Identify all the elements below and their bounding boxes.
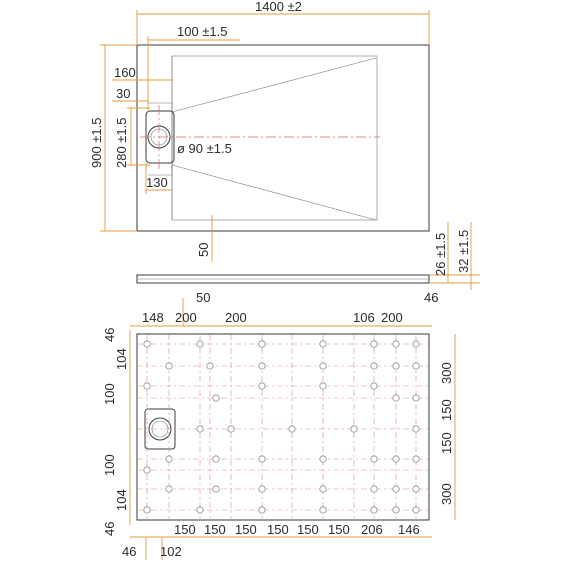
total-height-label: 32 ±1.5 (456, 229, 471, 273)
top-label-5: 200 (381, 310, 403, 325)
left-label-0: 46 (102, 327, 117, 342)
bottom-label-5: 150 (328, 522, 350, 537)
tray-outline (137, 45, 429, 231)
bottom-label-7: 146 (398, 522, 420, 537)
drain-wall-label: 30 (116, 86, 131, 101)
support-foot-hole (207, 363, 213, 369)
depth-label: 900 ±1.5 (89, 117, 104, 168)
top-label-0: 148 (142, 310, 164, 325)
support-foot-hole (197, 426, 203, 432)
support-foot-hole (144, 467, 150, 473)
bottom-extra-label-1: 102 (160, 544, 182, 559)
support-foot-hole (371, 456, 377, 462)
support-foot-hole (413, 486, 419, 492)
bottom-outline (137, 334, 429, 520)
width-label: 1400 ±2 (255, 0, 302, 14)
support-foot-hole (144, 383, 150, 389)
slope-line-bottom (172, 165, 376, 220)
bottom-label-4: 150 (297, 522, 319, 537)
support-foot-hole (166, 486, 172, 492)
left-label-4: 104 (114, 489, 129, 511)
bottom-label-0: 150 (174, 522, 196, 537)
support-foot-hole (213, 395, 219, 401)
support-foot-hole (413, 363, 419, 369)
left-label-3: 100 (102, 454, 117, 476)
rim-label: 50 (196, 242, 211, 257)
support-foot-hole (144, 507, 150, 513)
support-foot-hole (320, 383, 326, 389)
top-label-3: 200 (225, 310, 247, 325)
support-foot-hole (213, 456, 219, 462)
support-foot-hole (320, 486, 326, 492)
support-foot-hole (413, 341, 419, 347)
support-foot-hole (144, 341, 150, 347)
drain-channel (148, 103, 172, 175)
basin-outline (172, 56, 377, 220)
support-foot-hole (213, 486, 219, 492)
left-label-5: 46 (102, 521, 117, 536)
support-foot-hole (413, 395, 419, 401)
support-foot-hole (393, 486, 399, 492)
right-label-1: 150 (439, 399, 454, 421)
support-foot-hole (393, 507, 399, 513)
drain-edge-label: 100 ±1.5 (177, 24, 228, 39)
support-foot-hole (393, 395, 399, 401)
right-label-3: 300 (439, 483, 454, 505)
support-foot-hole (393, 456, 399, 462)
drain-width-label: 280 ±1.5 (114, 117, 129, 168)
support-foot-hole (259, 507, 265, 513)
support-foot-hole (320, 341, 326, 347)
support-foot-hole (351, 426, 357, 432)
bottom-label-3: 150 (267, 522, 289, 537)
bottom-extra-label-0: 46 (122, 544, 137, 559)
bottom-view (102, 290, 455, 560)
bottom-label-1: 150 (204, 522, 226, 537)
right-label-0: 300 (439, 362, 454, 384)
top-label-2: 50 (196, 290, 211, 305)
side-view (137, 222, 480, 290)
support-foot-hole (289, 426, 295, 432)
support-foot-hole (320, 507, 326, 513)
support-foot-hole (413, 426, 419, 432)
support-foot-hole (197, 507, 203, 513)
top-view (89, 0, 429, 262)
drain-offset-label: 160 (114, 65, 136, 80)
support-foot-hole (371, 363, 377, 369)
top-label-6: 46 (424, 290, 439, 305)
support-foot-hole (393, 363, 399, 369)
bottom-label-2: 150 (235, 522, 257, 537)
support-foot-hole (371, 486, 377, 492)
support-foot-hole (393, 341, 399, 347)
support-foot-hole (413, 507, 419, 513)
support-foot-hole (166, 363, 172, 369)
support-foot-hole (259, 486, 265, 492)
bottom-label-6: 206 (361, 522, 383, 537)
left-label-2: 100 (102, 383, 117, 405)
height-label: 26 ±1.5 (433, 232, 448, 276)
support-foot-hole (259, 383, 265, 389)
right-label-2: 150 (439, 432, 454, 454)
support-foot-hole (197, 341, 203, 347)
slope-line-top (172, 58, 376, 112)
support-foot-hole (371, 507, 377, 513)
top-label-4: 106 (353, 310, 375, 325)
support-foot-hole (371, 341, 377, 347)
support-foot-hole (371, 383, 377, 389)
support-foot-hole (259, 363, 265, 369)
support-foot-hole (259, 341, 265, 347)
support-foot-hole (320, 363, 326, 369)
support-foot-hole (259, 456, 265, 462)
top-label-1: 200 (175, 310, 197, 325)
drain-diameter-label: ø 90 ±1.5 (177, 141, 232, 156)
support-foot-hole (228, 426, 234, 432)
support-feet (144, 341, 419, 513)
support-grid (137, 334, 429, 520)
support-foot-hole (166, 456, 172, 462)
left-label-1: 104 (114, 348, 129, 370)
drain-depth-label: 130 (146, 175, 168, 190)
support-foot-hole (320, 456, 326, 462)
support-foot-hole (413, 456, 419, 462)
